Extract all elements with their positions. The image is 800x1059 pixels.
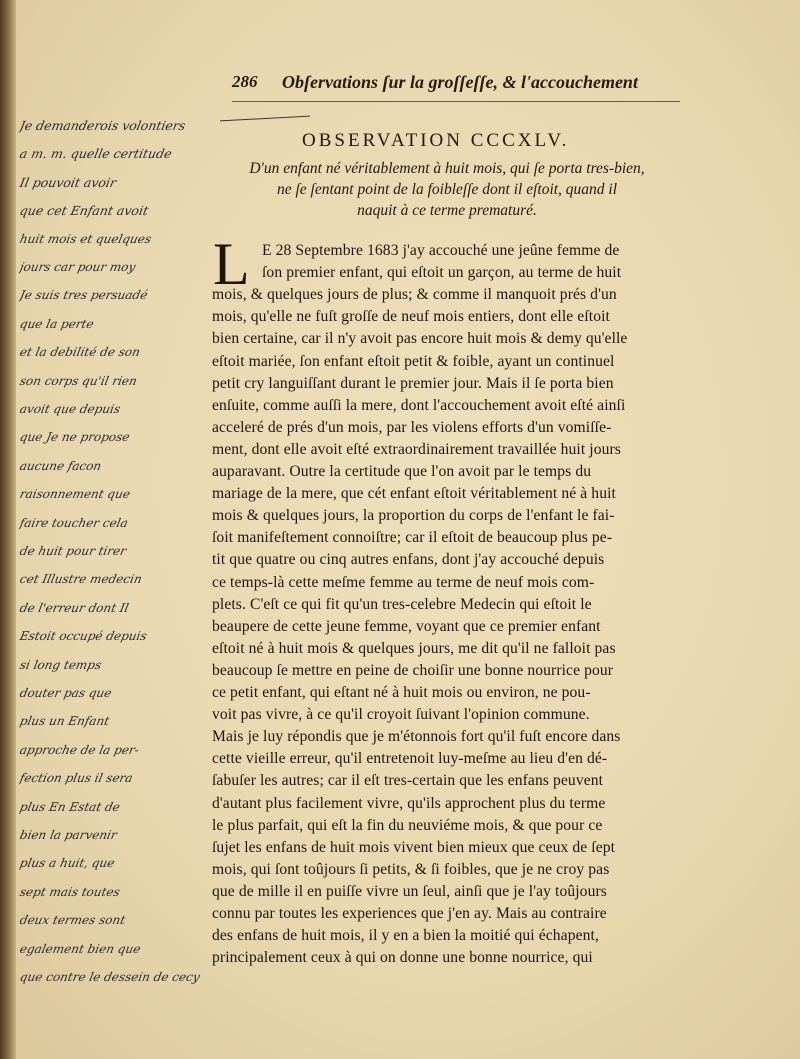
body-line: E 28 Septembre 1683 j'ay accouché une jeûne femme de [262, 242, 620, 259]
margin-note-line: deux termes sont [18, 913, 127, 928]
header-rule [232, 101, 680, 102]
body-line: beaupere de cette jeune femme, voyant que ce premier enfant [212, 617, 601, 635]
margin-note-line: que contre le dessein de cecy [18, 970, 202, 984]
margin-note-line: sept mais toutes [18, 884, 122, 899]
margin-note-line: cet Illustre medecin [18, 572, 144, 587]
running-head [232, 72, 692, 104]
body-line: eſtoit mariée, ſon enfant eſtoit petit & foible, ayant un continuel [212, 352, 615, 370]
margin-note-line: raisonnement que [18, 487, 132, 502]
body-line: ce temps-là cette meſme femme au terme de neuf mois com- [212, 573, 595, 591]
observation-title: OBSERVATION CCCXLV. [302, 130, 570, 151]
book-binding-edge [0, 0, 16, 1059]
body-line: ſon premier enfant, qui eſtoit un garçon, au terme de huit [262, 264, 622, 282]
ink-underline [220, 116, 310, 122]
margin-note-line: avoit que depuis [18, 402, 122, 416]
margin-note-line: de huit pour tirer [18, 544, 128, 558]
body-line: ce petit enfant, qui eſtant né à huit mois ou environ, ne pou- [212, 684, 591, 701]
drop-cap: L [213, 231, 250, 297]
margin-note-line: Il pouvoit avoir [18, 174, 118, 190]
margin-note-line: egalement bien que [18, 941, 142, 956]
margin-note-line: et la debilité de son [18, 345, 142, 360]
margin-note-line: fection plus il sera [18, 771, 135, 786]
margin-note-line: Estoit occupé depuis [18, 629, 149, 644]
summary-line: ne ſe ſentant point de la foibleſſe dont il eſtoit, quand il [276, 181, 618, 198]
body-line: cette vieille erreur, qu'il entretenoit luy-meſme au lieu d'en dé- [212, 750, 608, 768]
body-line: ſoit manifeſtement connoiſtre; car il eſtoit de beaucoup plus pe- [212, 529, 613, 547]
margin-note-line: son corps qu'il rien [18, 373, 139, 388]
body-line: connu par toutes les experiences que j'en ay. Mais au contraire [212, 905, 607, 922]
body-line: beaucoup ſe mettre en peine de choiſir une bonne nourrice pour [212, 661, 614, 679]
margin-note-line: a m. m. quelle certitude [18, 146, 174, 162]
body-line: ment, dont elle avoit eſté extraordinairement travaillée huit jours [212, 440, 621, 458]
body-line: mois, & quelques jours de plus; & comme il manquoit prés d'un [212, 286, 617, 304]
body-line: tit que quatre ou cinq autres enfans, dont j'ay accouché depuis [212, 551, 605, 569]
body-line: principalement ceux à qui on donne une bonne nourrice, qui [212, 949, 593, 967]
observation-summary [207, 158, 687, 221]
body-line: ſabuſer les autres; car il eſt tres-certain que les enfans peuvent [212, 772, 604, 790]
page-number: 286 [232, 72, 258, 91]
margin-note-line: plus En Estat de [18, 799, 122, 814]
margin-note-line: plus un Enfant [18, 714, 111, 729]
summary-line: naquit à ce terme prematuré. [357, 202, 537, 219]
summary-line: D'un enfant né véritablement à huit mois, qui ſe porta tres-bien, [249, 160, 645, 177]
body-line: mariage de la mere, que cét enfant eſtoit véritablement né à huit [212, 485, 616, 503]
body-line: acceleré de prés d'un mois, par les violens efforts d'un vomiſſe- [212, 418, 612, 436]
body-line: mois, qu'elle ne fuſt groſſe de neuf mois entiers, dont elle eſtoit [212, 308, 610, 326]
margin-note-line: approche de la per- [18, 742, 141, 757]
margin-note-line: aucune facon [18, 458, 103, 473]
margin-note-line: Je demanderois volontiers [18, 118, 188, 133]
margin-note-line: bien la parvenir [18, 828, 119, 842]
body-line: eſtoit né à huit mois & quelques jours, me dit qu'il ne falloit pas [212, 639, 616, 657]
body-line: Mais je luy répondis que je m'étonnois fort qu'il fuſt encore dans [212, 728, 621, 746]
body-line: plets. C'eſt ce qui fit qu'un tres-celebre Medecin qui eſtoit le [212, 595, 592, 613]
body-line: auparavant. Outre la certitude que l'on avoit par le temps du [212, 463, 592, 480]
running-title: Obſervations ſur la groſſeſſe, & l'accouchement [282, 72, 638, 92]
margin-note-line: de l'erreur dont Il [18, 600, 131, 615]
margin-note-line: plus a huit, que [18, 856, 116, 871]
body-line: que de mille il en puiſſe vivre un ſeul, ainſi que je l'ay toûjours [212, 882, 607, 900]
margin-note-line: douter pas que [18, 686, 113, 700]
margin-note-line: Je suis tres persuadé [18, 288, 149, 303]
body-line: des enfans de huit mois, il y en a bien la moitié qui échapent, [212, 927, 599, 945]
body-line: le plus parfait, qui eſt la fin du neuviéme mois, & que pour ce [212, 816, 603, 834]
body-line: petit cry languiſſant durant le premier jour. Mais il ſe porta bien [212, 374, 614, 392]
margin-note-line: que la perte [18, 316, 96, 331]
margin-note-line: que cet Enfant avoit [18, 203, 150, 219]
body-line: voit pas vivre, à ce qu'il croyoit ſuivant l'opinion commune. [212, 706, 590, 724]
body-line: mois, qui ſont toûjours ſi petits, & ſi foibles, que je ne croy pas [212, 860, 610, 878]
body-line: enſuite, comme auſſi la mere, dont l'accouchement avoit eſté ainſi [212, 396, 626, 414]
margin-note-line: que Je ne propose [18, 430, 132, 445]
body-line: d'autant plus facilement vivre, qu'ils approchent plus du terme [212, 794, 606, 812]
body-line: mois & quelques jours, la proportion du corps de l'enfant le fai- [212, 507, 615, 525]
margin-note-line: faire toucher cela [18, 515, 130, 530]
margin-note-line: jours car pour moy [18, 260, 137, 274]
body-line: ſujet les enfans de huit mois vivent bien mieux que ceux de ſept [212, 838, 616, 856]
margin-note-line: si long temps [18, 657, 103, 672]
margin-note-line: huit mois et quelques [18, 231, 153, 246]
body-line: bien certaine, car il n'y avoit pas encore huit mois & demy qu'elle [212, 330, 628, 348]
